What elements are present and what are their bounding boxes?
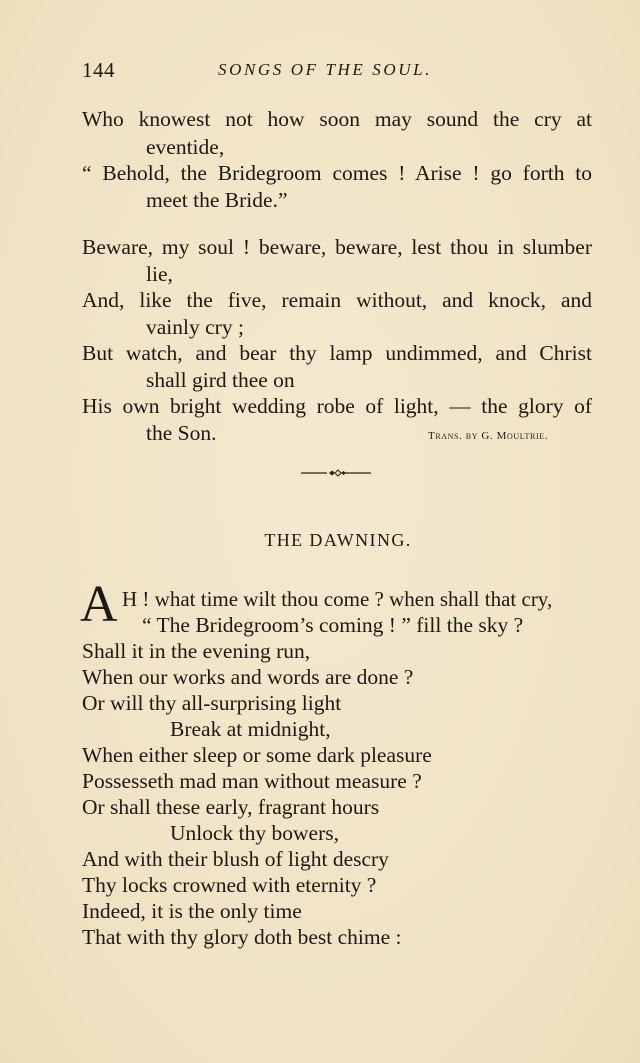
poem-line: “ The Bridegroom’s coming ! ” fill the sky ? bbox=[142, 613, 524, 637]
poem-line: Thy locks crowned with eternity ? bbox=[82, 873, 377, 897]
page-header bbox=[82, 58, 590, 84]
poem-line: shall gird thee on bbox=[146, 368, 295, 392]
poem-line: Beware, my soul ! beware, beware, lest thou in slumber bbox=[82, 235, 592, 259]
poem-line: Or shall these early, fragrant hours bbox=[82, 795, 380, 819]
poem-line: H ! what time wilt thou come ? when shall that cry, bbox=[122, 587, 553, 611]
ornamental-divider bbox=[300, 466, 372, 480]
translator-attribution: Trans. by G. Moultrie. bbox=[428, 430, 549, 442]
poem-line: the Son. bbox=[146, 421, 217, 445]
poem-line: But watch, and bear thy lamp undimmed, and Christ bbox=[82, 341, 592, 365]
poem-line: His own bright wedding robe of light, — the glory of bbox=[82, 394, 592, 418]
poem-line: eventide, bbox=[146, 135, 225, 159]
poem-line: When either sleep or some dark pleasure bbox=[82, 743, 432, 767]
poem-line: When our works and words are done ? bbox=[82, 665, 414, 689]
poem-line: Shall it in the evening run, bbox=[82, 639, 311, 663]
poem-line: And, like the five, remain without, and knock, and bbox=[82, 288, 592, 312]
poem-line: vainly cry ; bbox=[146, 315, 244, 339]
poem-line: Who knowest not how soon may sound the cry at bbox=[82, 107, 592, 131]
poem-line: Possesseth mad man without measure ? bbox=[82, 769, 422, 793]
poem-line: Indeed, it is the only time bbox=[82, 899, 302, 923]
poem-line: “ Behold, the Bridegroom comes ! Arise ! go forth to bbox=[82, 161, 592, 185]
drop-cap: A bbox=[80, 576, 118, 633]
page-number: 144 bbox=[82, 58, 115, 82]
poem-line: That with thy glory doth best chime : bbox=[82, 925, 402, 949]
poem-title: THE DAWNING. bbox=[264, 530, 412, 550]
poem-line: Unlock thy bowers, bbox=[170, 821, 339, 845]
running-title: SONGS OF THE SOUL. bbox=[218, 60, 432, 79]
poem-line: lie, bbox=[146, 262, 173, 286]
poem-line: meet the Bride.” bbox=[146, 188, 288, 212]
poem-line: Or will thy all-surprising light bbox=[82, 691, 342, 715]
poem-line: And with their blush of light descry bbox=[82, 847, 389, 871]
poem-line: Break at midnight, bbox=[170, 717, 331, 741]
